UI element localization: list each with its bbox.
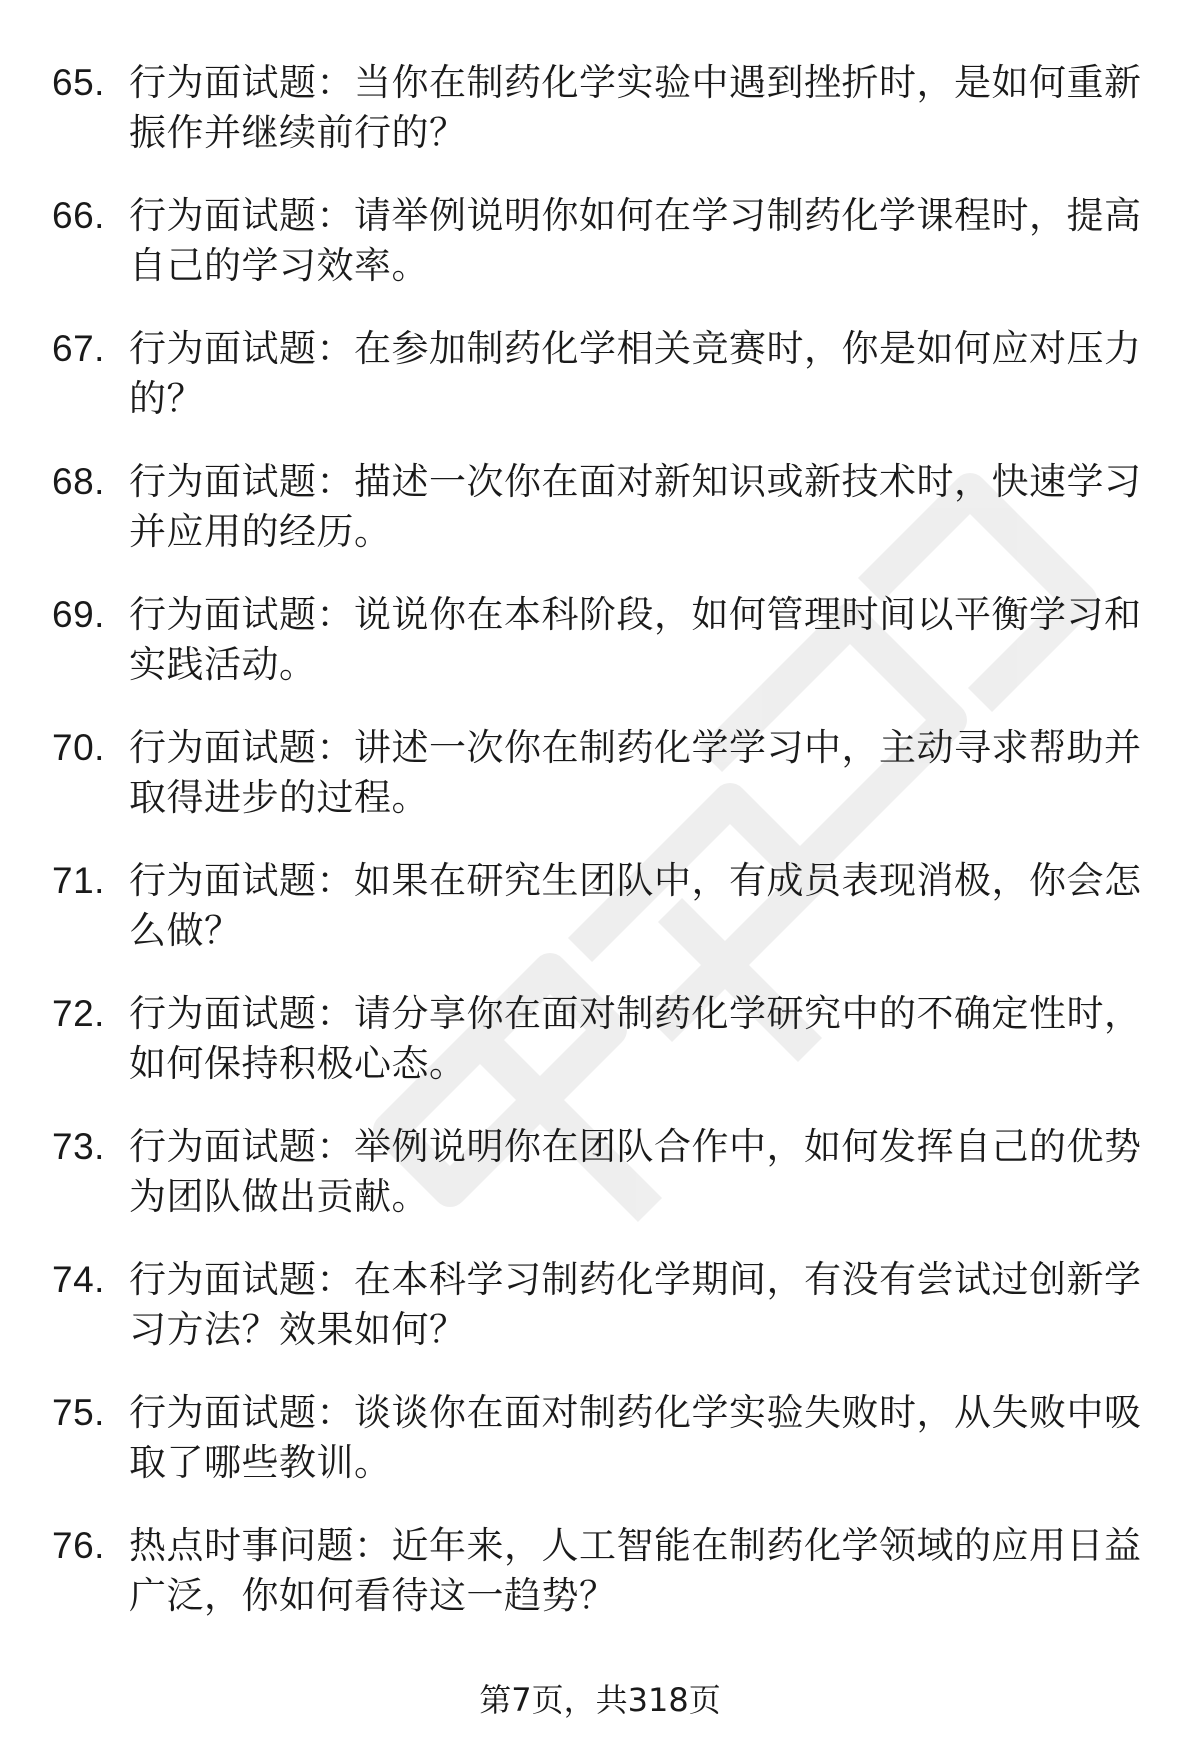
question-text: 行为面试题：请举例说明你如何在学习制药化学课程时，提高自己的学习效率。	[129, 194, 1142, 287]
question-item	[52, 1122, 1144, 1222]
page-footer: 第7页，共318页	[479, 1681, 721, 1719]
question-item	[52, 1388, 1144, 1488]
question-item	[52, 1255, 1144, 1355]
question-list	[52, 58, 1144, 1654]
question-text: 热点时事问题：近年来，人工智能在制药化学领域的应用日益广泛，你如何看待这一趋势？	[129, 1524, 1142, 1617]
question-text: 行为面试题：如果在研究生团队中，有成员表现消极，你会怎么做？	[129, 859, 1142, 952]
question-item	[52, 723, 1144, 823]
question-text: 行为面试题：描述一次你在面对新知识或新技术时，快速学习并应用的经历。	[129, 460, 1142, 553]
question-text: 行为面试题：在本科学习制药化学期间，有没有尝试过创新学习方法？效果如何？	[129, 1258, 1142, 1351]
question-item	[52, 457, 1144, 557]
question-number: 66.	[52, 195, 105, 236]
question-number: 73.	[52, 1126, 105, 1167]
question-item	[52, 989, 1144, 1089]
question-item	[52, 58, 1144, 158]
question-text: 行为面试题：请分享你在面对制药化学研究中的不确定性时，如何保持积极心态。	[129, 992, 1142, 1085]
question-text: 行为面试题：谈谈你在面对制药化学实验失败时，从失败中吸取了哪些教训。	[129, 1391, 1142, 1484]
question-number: 75.	[52, 1392, 105, 1433]
question-number: 76.	[52, 1525, 105, 1566]
question-number: 70.	[52, 727, 105, 768]
question-number: 65.	[52, 62, 105, 103]
question-number: 74.	[52, 1259, 105, 1300]
question-item	[52, 1521, 1144, 1621]
question-text: 行为面试题：举例说明你在团队合作中，如何发挥自己的优势为团队做出贡献。	[129, 1125, 1142, 1218]
question-item	[52, 191, 1144, 291]
question-text: 行为面试题：说说你在本科阶段，如何管理时间以平衡学习和实践活动。	[129, 593, 1142, 686]
question-number: 71.	[52, 860, 105, 901]
question-number: 69.	[52, 594, 105, 635]
question-item	[52, 324, 1144, 424]
question-number: 72.	[52, 993, 105, 1034]
question-text: 行为面试题：讲述一次你在制药化学学习中，主动寻求帮助并取得进步的过程。	[129, 726, 1142, 819]
question-item	[52, 590, 1144, 690]
question-number: 68.	[52, 461, 105, 502]
question-item	[52, 856, 1144, 956]
question-text: 行为面试题：在参加制药化学相关竞赛时，你是如何应对压力的？	[129, 327, 1142, 420]
question-text: 行为面试题：当你在制药化学实验中遇到挫折时，是如何重新振作并继续前行的？	[129, 61, 1142, 154]
question-number: 67.	[52, 328, 105, 369]
